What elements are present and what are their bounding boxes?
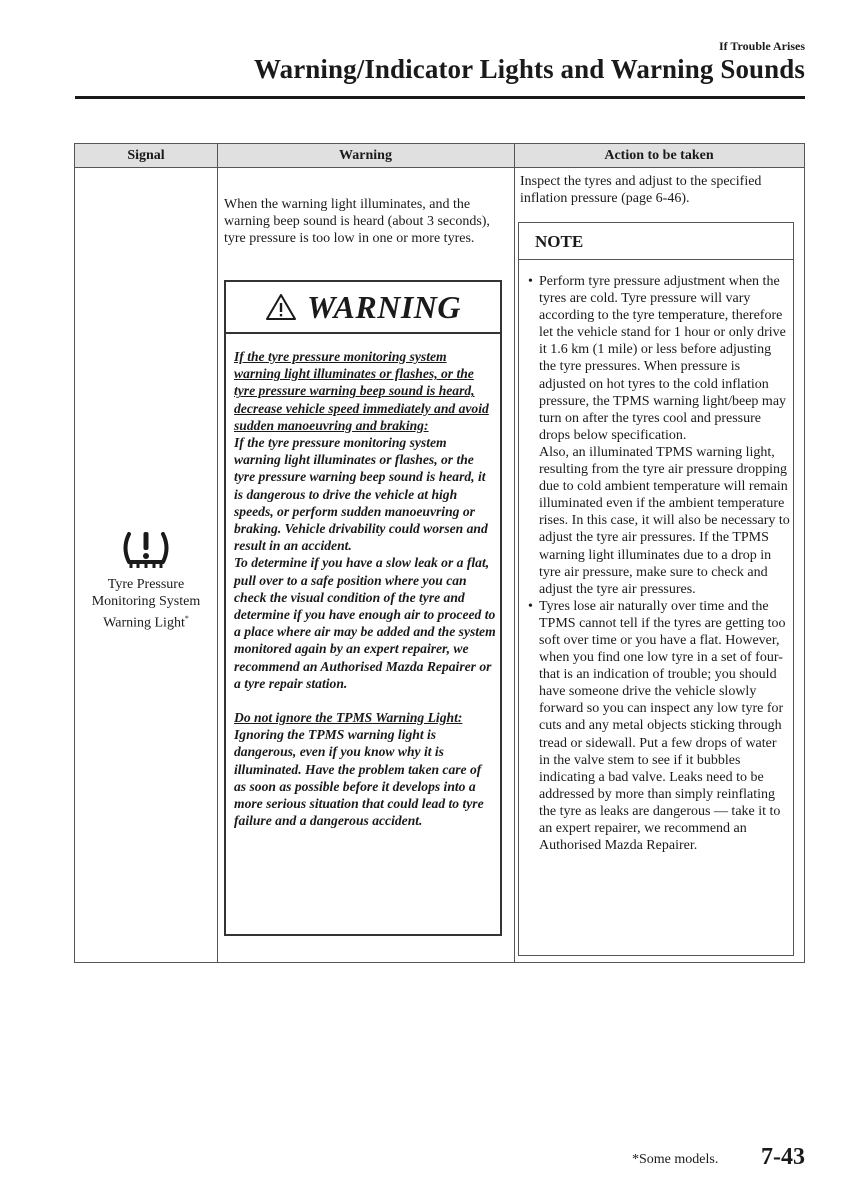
warning-paragraph: To determine if you have a slow leak or a flat, pull over to a safe position where you can check the visual condition of the tyre and determine if you have enough air to proceed to a place where air may be added and the system monitored again by an expert repairer, we recommend an Authorised Mazda Repairer or a tyre repair station. <box>234 555 496 691</box>
footnote: *Some models. <box>632 1152 719 1167</box>
warning-paragraph: Ignoring the TPMS warning light is dangerous, even if you know why it is illuminated. Have the problem taken care of as soon as possible before it develops into a more serious situation that could lead to tyre failure and a dangerous accident. <box>234 727 484 829</box>
footnote-marker: * <box>184 614 189 623</box>
column-header-action: Action to be taken <box>514 144 804 168</box>
warning-box-body <box>234 348 496 829</box>
list-item: • Tyres lose air naturally over time and the TPMS cannot tell if the tyres are getting too soft over time or you have a flat. However, when you find one low tyre in a set of four-that is an indication of trouble; you should have someone drive the vehicle slowly forward so you can inspect any low tyre for cuts and any metal objects sticking through tread or sidewall. Put a few drops of water in the valve stem to see if it bubbles indicating a bad valve. Leaks need to be addressed by more than simply reinflating the tyre as leaks are dangerous — take it to an expert repairer, we recommend an Authorised Mazda Repairer. <box>528 598 786 854</box>
warning-box-header <box>226 282 500 334</box>
bullet: • <box>528 598 533 614</box>
warning-light-table <box>74 143 805 963</box>
note-box-title: NOTE <box>519 223 793 260</box>
warning-triangle-icon <box>265 293 297 321</box>
warning-box-title: WARNING <box>306 288 462 325</box>
note-box <box>518 222 794 956</box>
tpms-warning-icon <box>119 528 173 570</box>
bullet: • <box>528 274 533 289</box>
warning-heading: Do not ignore the TPMS Warning Light: <box>234 710 463 726</box>
page-number: 7-43 <box>761 1144 805 1170</box>
page-title: Warning/Indicator Lights and Warning Sounds <box>253 54 805 84</box>
column-header-warning: Warning <box>217 144 514 168</box>
section-label: If Trouble Arises <box>718 39 805 53</box>
column-divider <box>217 144 218 962</box>
action-intro-text: Inspect the tyres and adjust to the specified inflation pressure (page 6-46). <box>520 174 762 206</box>
warning-heading: If the tyre pressure monitoring system warning light illuminates or flashes, or the tyre pressure warning beep sound is heard, decrease vehicle speed immediately and avoid sudden manoeuvring and braking: <box>234 349 489 433</box>
title-rule <box>75 96 805 99</box>
signal-label: Tyre Pressure Monitoring System Warning Light* <box>91 577 201 631</box>
column-divider <box>514 144 515 962</box>
note-box-body <box>528 273 790 854</box>
list-item: • Perform tyre pressure adjustment when the tyres are cold. Tyre pressure will vary according to the tyre temperature, therefore let the vehicle stand for 1 hour or only drive it 1.6 km (1 mile) or less before adjusting the tyre pressures. When pressure is adjusted on hot tyres to the cold inflation pressure, the TPMS warning light/beep may turn on after the tyres cool and pressure drops below specification. Also, an illuminated TPMS warning light, resulting from the tyre air pressure dropping due to cold ambient temperature will remain illuminated even if the ambient temperature rises. In this case, it will also be necessary to adjust the tyre air pressures. If the TPMS warning light illuminates due to a drop in tyre air pressure, make sure to check and adjust the tyre air pressures. <box>528 274 790 597</box>
column-header-signal: Signal <box>75 144 217 168</box>
warning-box <box>224 280 502 936</box>
signal-cell <box>75 168 217 962</box>
warning-intro-text: When the warning light illuminates, and the warning beep sound is heard (about 3 seconds), tyre pressure is too low in one or more tyres. <box>224 197 490 246</box>
warning-paragraph: If the tyre pressure monitoring system warning light illuminates or flashes, or the tyre pressure warning beep sound is heard, it is dangerous to drive the vehicle at high speeds, or perform sudden manoeuvring or braking. Vehicle drivability could worsen and result in an accident. <box>234 435 488 554</box>
